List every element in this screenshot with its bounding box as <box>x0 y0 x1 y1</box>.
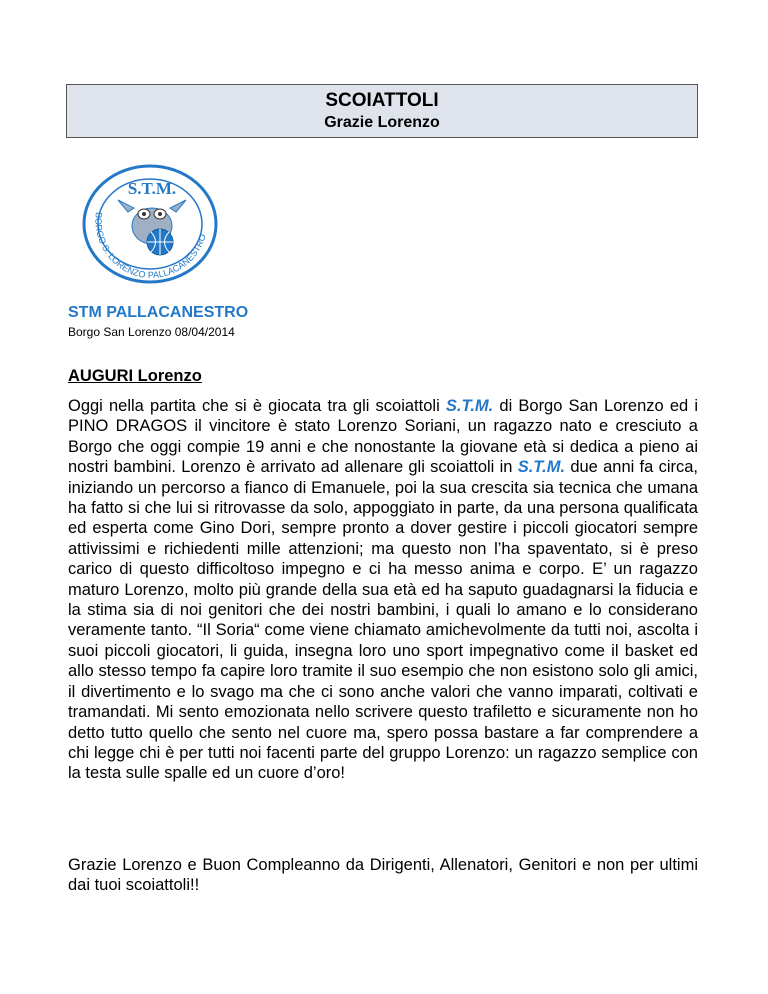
body-text: due anni fa circa, iniziando un percorso a fianco di Emanuele, poi la sua crescita sia tecnica che umana ha fatto si che lui si ritrovasse da solo, appoggiato in parte, da una persona qualificata ed esperta come Gino Dori, sempre pronto a dover gestire i piccoli giocatori sempre attivissimi e richiedenti mille attenzioni; ma questo non l’ha spaventato, si è preso carico di questo difficoltoso impegno e ci ha messo anima e corpo. E’ un ragazzo maturo Lorenzo, molto più grande della sua età ed ha saputo guadagnarsi la fiducia e la stima sia di noi genitori che dei nostri bambini, i quali lo amano e lo considerano veramente tanto. “Il Soria“ come viene chiamato amichevolmente da tutti noi, ascolta i suoi piccoli giocatori, li guida, insegna loro uno sport impegnativo come il basket ed allo stesso tempo fa capire loro tramite il suo esempio che non esistono solo gli amici, il divertimento e lo svago ma che ci sono anche valori che vanno imparati, coltivati e tramandati. Mi sento emozionata nello scrivere questo trafiletto e sicuramente non ho detto tutto quello che sento nel cuore ma, spero possa bastare a far comprendere a chi legge chi è per tutti noi facenti parte del gruppo Lorenzo: un ragazzo semplice con la testa sulle spalle ed un cuore d’oro! <box>68 458 698 783</box>
stm-highlight: S.T.M. <box>517 458 566 477</box>
article-body <box>68 396 698 784</box>
closing-paragraph: Grazie Lorenzo e Buon Compleanno da Dirigenti, Allenatori, Genitori e non per ultimi dai tuoi scoiattoli!! <box>68 856 698 895</box>
org-name: STM PALLACANESTRO <box>68 304 249 321</box>
body-text: Oggi nella partita che si è giocata tra gli scoiattoli <box>68 397 446 415</box>
body-text: di Borgo San Lorenzo ed i PINO DRAGOS il vincitore è stato Lorenzo Soriani, un ragazzo nato e cresciuto a Borgo che oggi compie 19 anni e che nonostante la giovane età si dedica a pieno ai nostri bambini. Lorenzo è arrivato ad allenare gli scoiattoli in <box>68 397 698 477</box>
page-title: SCOIATTOLI <box>325 90 439 111</box>
logo-ring-text-left: BORGO S. LORENZO <box>93 211 147 280</box>
stm-highlight: S.T.M. <box>445 397 494 415</box>
stm-logo <box>68 160 218 286</box>
section-heading: AUGURI Lorenzo <box>68 367 202 385</box>
title-box <box>66 84 698 138</box>
logo-top-text: S.T.M. <box>127 179 177 198</box>
logo-ring-text-right: PALLACANESTRO <box>147 232 208 281</box>
place-date: Borgo San Lorenzo 08/04/2014 <box>68 325 235 339</box>
basketball-icon <box>147 229 173 255</box>
page-subtitle: Grazie Lorenzo <box>324 114 440 131</box>
